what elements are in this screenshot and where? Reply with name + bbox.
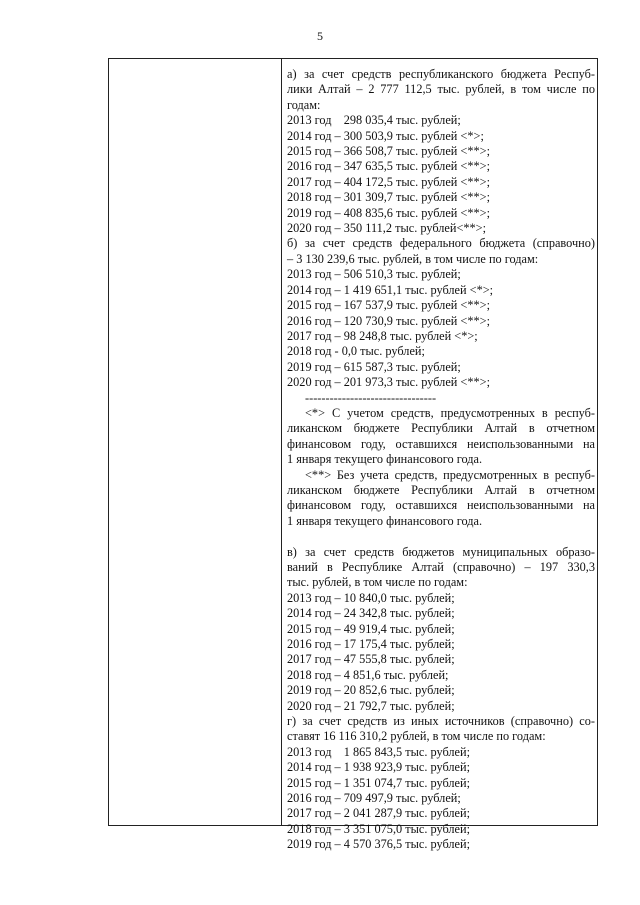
section-a-intro-line: лики Алтай – 2 777 112,5 тыс. рублей, в том числе по — [287, 82, 595, 97]
section-b-year-line: 2013 год – 506 510,3 тыс. рублей; — [287, 267, 461, 282]
section-a-year-line: 2013 год 298 035,4 тыс. рублей; — [287, 113, 461, 128]
section-g-year-line: 2017 год – 2 041 287,9 тыс. рублей; — [287, 806, 470, 821]
section-g-year-line: 2013 год 1 865 843,5 тыс. рублей; — [287, 744, 470, 759]
section-a-intro-line: годам: — [287, 97, 321, 112]
section-g-year-line: 2015 год – 1 351 074,7 тыс. рублей; — [287, 775, 470, 790]
section-b-intro-line: б) за счет средств федерального бюджета (справочно) — [287, 236, 595, 251]
section-a-intro-line: а) за счет средств республиканского бюджета Респуб- — [287, 67, 595, 81]
footnote-line: финансовом году, оставшихся неиспользованными на — [287, 498, 595, 513]
section-a-year-line: 2017 год – 404 172,5 тыс. рублей <**>; — [287, 174, 491, 189]
footnote-line: 1 января текущего финансового года. — [287, 513, 483, 528]
section-g-year-line: 2019 год – 4 570 376,5 тыс. рублей; — [287, 837, 470, 852]
section-v-intro-line: ваний в Республике Алтай (справочно) – 197 330,3 — [287, 559, 595, 574]
table-right-column — [282, 59, 597, 852]
section-v-intro-line: тыс. рублей, в том числе по годам: — [287, 575, 468, 590]
section-b-year-line: 2017 год – 98 248,8 тыс. рублей <*>; — [287, 328, 478, 343]
section-v-year-line: 2015 год – 49 919,4 тыс. рублей; — [287, 621, 455, 636]
section-b-year-line: 2019 год – 615 587,3 тыс. рублей; — [287, 359, 461, 374]
funding-table — [108, 58, 598, 852]
footnote-line: ликанском бюджете Республики Алтай в отчетном — [287, 421, 595, 436]
section-a-year-line: 2020 год – 350 111,2 тыс. рублей<**>; — [287, 221, 487, 236]
section-v-year-line: 2016 год – 17 175,4 тыс. рублей; — [287, 637, 455, 652]
footnote-separator: -------------------------------- — [305, 390, 437, 405]
footnote-line: ликанском бюджете Республики Алтай в отчетном — [287, 482, 595, 497]
section-a-year-line: 2014 год – 300 503,9 тыс. рублей <*>; — [287, 128, 484, 143]
section-g-year-line: 2016 год – 709 497,9 тыс. рублей; — [287, 791, 461, 806]
footnote-line: 1 января текущего финансового года. — [287, 452, 483, 467]
section-a — [287, 67, 595, 236]
footnote-1 — [287, 406, 595, 468]
section-v-year-line: 2017 год – 47 555,8 тыс. рублей; — [287, 652, 455, 667]
section-b-year-line: 2016 год – 120 730,9 тыс. рублей <**>; — [287, 313, 491, 328]
footnote-line: финансовом году, оставшихся неиспользованными на — [287, 436, 595, 451]
section-g-year-line: 2014 год – 1 938 923,9 тыс. рублей; — [287, 760, 470, 775]
section-b — [287, 236, 595, 390]
section-a-year-line: 2015 год – 366 508,7 тыс. рублей <**>; — [287, 144, 491, 159]
section-v-year-line: 2018 год – 4 851,6 тыс. рублей; — [287, 667, 449, 682]
section-b-year-line: 2015 год – 167 537,9 тыс. рублей <**>; — [287, 298, 491, 313]
section-b-year-line: 2020 год – 201 973,3 тыс. рублей <**>; — [287, 375, 491, 390]
section-v-year-line: 2014 год – 24 342,8 тыс. рублей; — [287, 606, 455, 621]
section-g-intro-line: ставят 16 116 310,2 рублей, в том числе по годам: — [287, 729, 546, 744]
section-a-year-line: 2019 год – 408 835,6 тыс. рублей <**>; — [287, 205, 491, 220]
footnote-line: <**> Без учета средств, предусмотренных в респуб- — [305, 467, 595, 482]
section-b-year-line: 2014 год – 1 419 651,1 тыс. рублей <*>; — [287, 282, 494, 297]
section-b-year-line: 2018 год - 0,0 тыс. рублей; — [287, 344, 425, 359]
page-number: 5 — [317, 29, 323, 43]
footnote-2 — [287, 468, 595, 530]
section-b-intro-line: – 3 130 239,6 тыс. рублей, в том числе по годам: — [287, 251, 539, 266]
section-a-year-line: 2016 год – 347 635,5 тыс. рублей <**>; — [287, 159, 491, 174]
section-v-year-line: 2019 год – 20 852,6 тыс. рублей; — [287, 683, 455, 698]
section-v — [287, 545, 595, 714]
section-g-year-line: 2018 год – 3 351 075,0 тыс. рублей; — [287, 821, 470, 836]
section-g — [287, 714, 595, 853]
section-v-year-line: 2013 год – 10 840,0 тыс. рублей; — [287, 590, 455, 605]
footnote-line: <*> С учетом средств, предусмотренных в респуб- — [305, 405, 595, 420]
section-g-intro-line: г) за счет средств из иных источников (справочно) со- — [287, 714, 595, 729]
blank-line — [287, 529, 595, 544]
section-v-intro-line: в) за счет средств бюджетов муниципальных образо- — [287, 544, 595, 559]
table-left-column — [109, 59, 282, 825]
section-a-year-line: 2018 год – 301 309,7 тыс. рублей <**>; — [287, 190, 491, 205]
section-v-year-line: 2020 год – 21 792,7 тыс. рублей; — [287, 698, 455, 713]
